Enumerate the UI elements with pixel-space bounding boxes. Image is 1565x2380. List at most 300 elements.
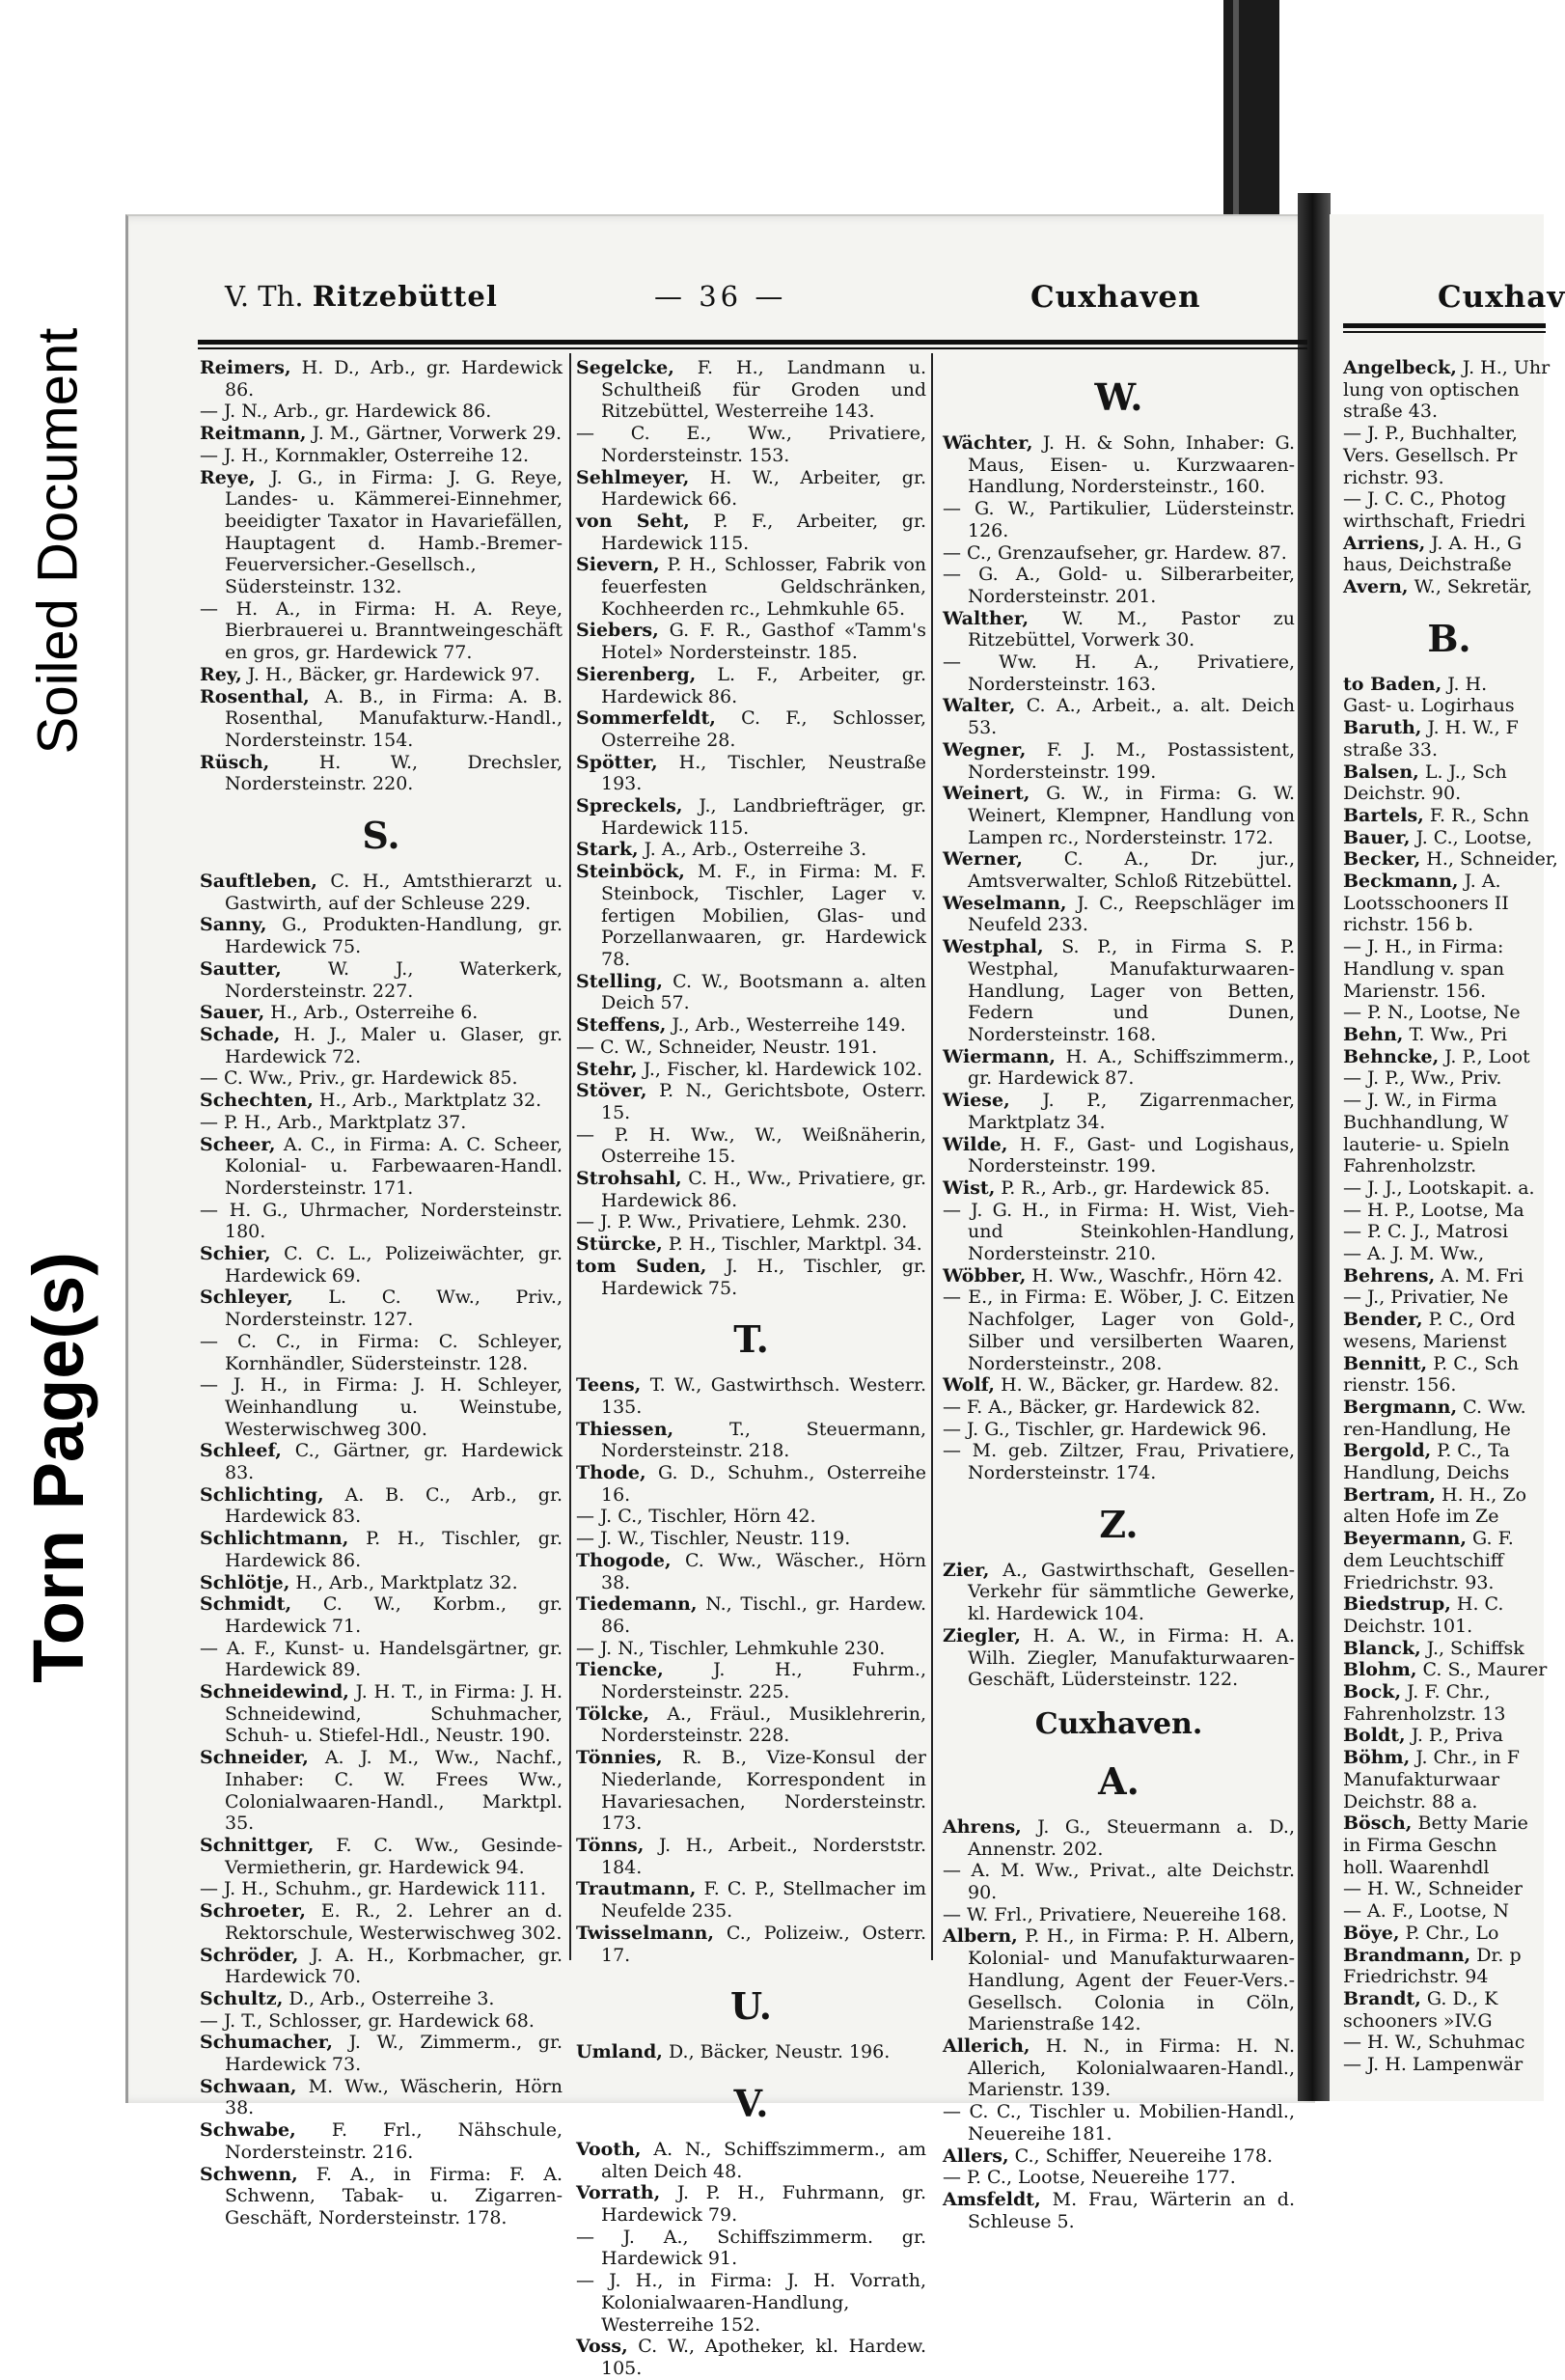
- entry-surname: Schlichtmann,: [200, 1528, 349, 1550]
- directory-entry: [576, 1659, 926, 1702]
- entry-details: A. M. Fri: [1441, 1264, 1524, 1287]
- directory-entry: [1343, 1090, 1555, 1112]
- entry-surname: Tönns,: [576, 1835, 645, 1856]
- entry-details: — H. W., Schuhmac: [1343, 2032, 1525, 2054]
- entry-details: F. Frl., Nähschule, Nordersteinstr. 216.: [225, 2119, 563, 2163]
- entry-details: J. M., Gärtner, Vorwerk 29.: [312, 423, 563, 445]
- directory-entry: [943, 936, 1295, 1046]
- directory-entry: [576, 861, 926, 971]
- directory-entry: [200, 1878, 563, 1900]
- entry-details: C., Gärtner, gr. Hardewick 83.: [225, 1440, 563, 1484]
- directory-entry: [1343, 1287, 1555, 1309]
- entry-surname: Schumacher,: [200, 2032, 334, 2054]
- entry-details: L. F., Arbeiter, gr. Hardewick 86.: [601, 663, 926, 707]
- directory-entry: [200, 1112, 563, 1134]
- directory-entry: [943, 1925, 1295, 2035]
- section-letter-heading: W.: [1094, 375, 1143, 419]
- directory-entry: [1343, 1419, 1555, 1441]
- entry-details: G., Produkten-Handlung, gr. Hardewick 75.: [225, 914, 563, 958]
- entry-details: Deichstr. 101.: [1343, 1615, 1473, 1637]
- running-head-city: Cuxhaven: [1030, 280, 1201, 315]
- directory-entry: [1343, 576, 1555, 598]
- entry-surname: Bender,: [1343, 1309, 1423, 1331]
- entry-surname: Sievern,: [576, 554, 660, 576]
- directory-entry: [943, 1265, 1295, 1287]
- directory-entry: [200, 1572, 563, 1594]
- entry-surname: Schlötje,: [200, 1571, 290, 1593]
- next-page-running-head: Cuxhav: [1438, 280, 1565, 315]
- entry-details: Deichstr. 90.: [1343, 783, 1462, 805]
- entry-surname: Schlichting,: [200, 1483, 324, 1506]
- entry-surname: Behn,: [1343, 1023, 1404, 1045]
- entry-surname: Tiedemann,: [576, 1593, 698, 1616]
- directory-entry: [1343, 445, 1555, 467]
- directory-entry: [576, 1462, 926, 1506]
- directory-entry: [576, 1080, 926, 1123]
- directory-entry: [200, 2076, 563, 2119]
- entry-details: A. B. C., Arb., gr. Hardewick 83.: [225, 1483, 563, 1528]
- entry-details: Betty Marie: [1417, 1813, 1528, 1835]
- entry-details: H., Schneider,: [1426, 848, 1558, 871]
- directory-entry: [576, 971, 926, 1014]
- entry-details: rienstr. 156.: [1343, 1374, 1457, 1397]
- directory-entry: [576, 423, 926, 466]
- entry-surname: Ziegler,: [943, 1624, 1022, 1647]
- entry-details: — F. A., Bäcker, gr. Hardewick 82.: [943, 1396, 1261, 1418]
- entry-details: J. W., Zimmerm., gr. Hardewick 73.: [225, 2032, 563, 2076]
- directory-entry: [1343, 1200, 1555, 1222]
- entry-surname: Vooth,: [576, 2138, 642, 2160]
- directory-entry: [200, 958, 563, 1002]
- directory-entry: [576, 467, 926, 511]
- directory-entry: [200, 1747, 563, 1835]
- entry-details: G. D., K: [1426, 1987, 1498, 2009]
- entry-details: L. J., Sch: [1424, 761, 1507, 783]
- entry-surname: Bennitt,: [1343, 1352, 1428, 1374]
- directory-entry: [576, 1419, 926, 1462]
- directory-entry: [1343, 914, 1555, 936]
- entry-details: — H. P., Lootse, Ma: [1343, 1199, 1524, 1221]
- entry-details: A. C., in Firma: A. C. Scheer, Kolonial- u. Farbewaaren-Handl. Nordersteinstr. 171.: [225, 1133, 563, 1199]
- entry-details: — A. J. M. Ww.,: [1343, 1243, 1485, 1265]
- entry-details: J. H., Arbeit., Norderststr. 184.: [601, 1835, 926, 1878]
- entry-surname: Wilde,: [943, 1133, 1008, 1155]
- entry-surname: von Seht,: [576, 510, 690, 532]
- directory-entry: [200, 1243, 563, 1287]
- directory-entry: [1343, 1112, 1555, 1134]
- entry-surname: Biedstrup,: [1343, 1593, 1451, 1616]
- entry-details: in Firma Geschn: [1343, 1835, 1497, 1856]
- directory-entry: [1343, 805, 1555, 827]
- entry-surname: Balsen,: [1343, 761, 1419, 783]
- directory-entry: [1343, 1550, 1555, 1572]
- directory-entry: [1343, 1747, 1555, 1769]
- directory-entry: [1343, 401, 1555, 423]
- directory-entry: [576, 357, 926, 423]
- directory-entry: [200, 1024, 563, 1067]
- entry-surname: Schleef,: [200, 1440, 282, 1462]
- entry-details: A., Fräul., Musiklehrerin, Nordersteinstr. 228.: [601, 1702, 926, 1747]
- entry-surname: Reye,: [200, 466, 256, 488]
- directory-entry: [200, 357, 563, 401]
- entry-details: M. F., in Firma: M. F. Steinbock, Tischler, Lager v. fertigen Mobilien, Glas- und Porzellanwaaren, gr. Hardewick 78.: [601, 861, 927, 970]
- entry-details: J. G., Steuermann a. D., Annenstr. 202.: [968, 1815, 1295, 1860]
- entry-details: J. F. Chr.,: [1407, 1681, 1491, 1703]
- entry-surname: Trautmann,: [576, 1878, 697, 1900]
- directory-entry: [943, 608, 1295, 651]
- entry-details: P. H., Tischler, gr. Hardewick 86.: [225, 1528, 563, 1571]
- entry-details: G. F.: [1472, 1528, 1514, 1550]
- entry-details: — P. H. Ww., W., Weißnäherin, Osterreihe 15.: [576, 1123, 926, 1168]
- entry-details: J. H., Uhr: [1462, 357, 1551, 378]
- entry-surname: Becker,: [1343, 848, 1421, 871]
- directory-entry: [576, 1059, 926, 1081]
- entry-surname: Schier,: [200, 1243, 271, 1265]
- directory-entry: [576, 1211, 926, 1233]
- torn-pages-stamp: [0, 1226, 116, 1708]
- entry-surname: Reimers,: [200, 357, 291, 378]
- entry-surname: Stark,: [576, 839, 639, 861]
- entry-details: S. P., in Firma S. P. Westphal, Manufakturwaaren-Handlung, Lager von Betten, Federn und Dunen, Nordersteinstr. 168.: [968, 936, 1295, 1045]
- entry-details: D., Bäcker, Neustr. 196.: [668, 2041, 891, 2063]
- directory-entry: [200, 1090, 563, 1112]
- directory-entry: [576, 1528, 926, 1550]
- entry-surname: Wist,: [943, 1176, 996, 1199]
- entry-surname: Rosenthal,: [200, 685, 310, 707]
- directory-entry: [1343, 423, 1555, 445]
- directory-entry: [200, 1900, 563, 1944]
- directory-entry: [200, 1440, 563, 1483]
- directory-entry: [576, 1014, 926, 1037]
- directory-entry: [576, 2227, 926, 2270]
- entry-details: J. P., Loot: [1444, 1045, 1530, 1067]
- entry-details: H. A., Schiffszimmerm., gr. Hardewick 87.: [968, 1045, 1295, 1090]
- directory-entry: [1343, 511, 1555, 533]
- entry-details: — C., Grenzaufseher, gr. Hardew. 87.: [943, 541, 1287, 564]
- directory-entry: [943, 893, 1295, 936]
- directory-entry: [1343, 739, 1555, 761]
- entry-details: Dr. p: [1476, 1944, 1522, 1966]
- directory-entry: [576, 1747, 926, 1835]
- directory-entry: [1343, 1966, 1555, 1988]
- directory-entry: [576, 664, 926, 707]
- entry-details: T., Steuermann, Nordersteinstr. 218.: [601, 1418, 926, 1462]
- entry-details: haus, Deichstraße: [1343, 554, 1512, 576]
- entry-details: J. Chr., in F: [1415, 1747, 1520, 1769]
- entry-surname: Thogode,: [576, 1549, 672, 1571]
- directory-entry: [1343, 1462, 1555, 1484]
- entry-surname: Steinböck,: [576, 861, 685, 883]
- entry-surname: Avern,: [1343, 576, 1409, 598]
- entry-surname: Wiese,: [943, 1090, 1010, 1112]
- entry-details: F. J. M., Postassistent, Nordersteinstr. 199.: [968, 738, 1295, 783]
- entry-details: — C. E., Ww., Privatiere, Nordersteinstr. 153.: [576, 423, 926, 466]
- directory-entry: [943, 498, 1295, 541]
- directory-entry: [200, 686, 563, 752]
- entry-details: — W. Frl., Privatiere, Neuereihe 168.: [943, 1903, 1287, 1925]
- entry-details: — J. H. Lampenwär: [1343, 2054, 1524, 2076]
- entry-surname: Amsfeldt,: [943, 2188, 1041, 2210]
- entry-details: — J. P., Buchhalter,: [1343, 423, 1518, 445]
- entry-details: — J. H., Kornmakler, Osterreihe 12.: [200, 444, 530, 466]
- directory-entry: [1343, 827, 1555, 849]
- entry-surname: Behncke,: [1343, 1045, 1440, 1067]
- section-letter-heading: T.: [733, 1317, 769, 1362]
- entry-details: richstr. 93.: [1343, 466, 1444, 488]
- column-separator: [931, 353, 933, 1960]
- entry-details: P. H., Schlosser, Fabrik von feuerfesten Geldschränken, Kochheerden rc., Lehmkuhle 65.: [601, 554, 926, 620]
- entry-details: C. H., Amtsthierarzt u. Gastwirth, auf der Schleuse 229.: [225, 871, 563, 914]
- entry-details: Buchhandlung, W: [1343, 1111, 1509, 1133]
- entry-surname: Boldt,: [1343, 1725, 1406, 1747]
- entry-surname: Bauer,: [1343, 826, 1411, 848]
- directory-entry: [1343, 1923, 1555, 1945]
- entry-surname: Brandmann,: [1343, 1944, 1471, 1966]
- entry-surname: Bertram,: [1343, 1483, 1436, 1506]
- directory-entry: [576, 1256, 926, 1299]
- directory-entry: [200, 445, 563, 467]
- directory-entry: [1343, 1616, 1555, 1638]
- directory-entry: [943, 651, 1295, 695]
- entry-details: N., Tischl., gr. Hardew. 86.: [601, 1593, 926, 1637]
- directory-entry: [1343, 848, 1558, 871]
- entry-details: M. Ww., Wäscherin, Hörn 38.: [225, 2075, 563, 2119]
- entry-details: — C. C., Tischler u. Mobilien-Handl., Neuereihe 181.: [943, 2101, 1295, 2145]
- entry-surname: Allerich,: [943, 2035, 1030, 2057]
- entry-details: Friedrichstr. 94: [1343, 1966, 1489, 1988]
- entry-details: P. C., Ta: [1437, 1440, 1510, 1462]
- entry-details: Vers. Gesellsch. Pr: [1343, 444, 1518, 466]
- directory-entry: [200, 1528, 563, 1571]
- directory-entry: [1343, 1397, 1555, 1419]
- entry-surname: Twisselmann,: [576, 1922, 714, 1944]
- next-page-header-rule-thin: [1343, 331, 1546, 333]
- entry-surname: Brandt,: [1343, 1987, 1421, 2009]
- entry-surname: Schnittger,: [200, 1835, 315, 1856]
- entry-surname: Blohm,: [1343, 1659, 1417, 1681]
- directory-entry: [1343, 2032, 1555, 2054]
- entry-details: lung von optischen: [1343, 378, 1520, 401]
- section-letter-heading: S.: [362, 814, 400, 858]
- directory-entry: [1343, 981, 1555, 1003]
- directory-entry: [1343, 1988, 1555, 2010]
- entry-details: — C. W., Schneider, Neustr. 191.: [576, 1036, 878, 1058]
- directory-entry: [1343, 1374, 1555, 1397]
- directory-entry: [1343, 783, 1555, 805]
- entry-surname: Wegner,: [943, 738, 1027, 761]
- entry-details: — J. G. H., in Firma: H. Wist, Vieh- und Steinkohlen-Handlung, Nordersteinstr. 210.: [943, 1199, 1295, 1265]
- directory-entry: [200, 914, 563, 957]
- entry-details: P. C., Sch: [1433, 1352, 1520, 1374]
- entry-surname: Bösch,: [1343, 1813, 1413, 1835]
- entry-details: J. H.: [1447, 673, 1488, 695]
- entry-details: R. B., Vize-Konsul der Niederlande, Korrespondent in Havariesachen, Nordersteinstr. 173.: [601, 1747, 926, 1835]
- directory-column-2: [576, 357, 926, 2380]
- entry-details: P. N., Gerichtsbote, Osterr. 15.: [601, 1080, 926, 1123]
- entry-details: — J. P., Ww., Priv.: [1343, 1067, 1502, 1090]
- entry-surname: Thode,: [576, 1462, 646, 1484]
- directory-entry: [200, 2164, 563, 2229]
- directory-entry: [200, 871, 563, 914]
- entry-surname: Thiessen,: [576, 1418, 674, 1440]
- entry-details: C. A., Arbeit., a. alt. Deich 53.: [968, 695, 1296, 739]
- directory-entry: [1343, 1243, 1555, 1265]
- directory-entry: [200, 1988, 563, 2010]
- entry-surname: Bergmann,: [1343, 1396, 1458, 1418]
- entry-details: F. R., Schn: [1429, 804, 1529, 826]
- entry-details: C. Ww.: [1463, 1396, 1526, 1418]
- directory-entry: [200, 1484, 563, 1528]
- entry-details: C. A., Dr. jur., Amtsverwalter, Schloß Ritzebüttel.: [968, 848, 1295, 893]
- directory-entry: [1343, 1309, 1555, 1331]
- entry-details: C. W., Apotheker, kl. Hardew. 105.: [601, 2336, 927, 2379]
- directory-entry: [576, 620, 926, 663]
- entry-details: — A. F., Lootse, N: [1343, 1900, 1510, 1923]
- entry-details: J. H. W., F: [1427, 717, 1519, 739]
- entry-surname: Schroeter,: [200, 1900, 306, 1923]
- entry-surname: Stelling,: [576, 970, 663, 992]
- entry-details: W. J., Waterkerk, Nordersteinstr. 227.: [225, 957, 563, 1002]
- city-heading: Cuxhaven.: [1034, 1706, 1203, 1741]
- entry-surname: Wöbber,: [943, 1264, 1027, 1287]
- directory-entry: [1343, 1265, 1555, 1287]
- directory-entry: [1343, 1900, 1555, 1923]
- section-letter-heading: A.: [1098, 1758, 1139, 1803]
- entry-details: J. C., Reepschläger im Neufeld 233.: [968, 892, 1296, 936]
- entry-details: Handlung, Deichs: [1343, 1462, 1510, 1484]
- entry-details: P. R., Arb., gr. Hardewick 85.: [1001, 1176, 1271, 1199]
- entry-details: T. W., Gastwirthsch. Westerr. 135.: [601, 1374, 927, 1418]
- entry-details: — J. N., Tischler, Lehmkuhle 230.: [576, 1637, 886, 1659]
- directory-entry: [1343, 554, 1555, 576]
- entry-surname: to Baden,: [1343, 673, 1442, 695]
- entry-surname: Strohsahl,: [576, 1168, 682, 1190]
- directory-entry: [943, 1860, 1295, 1903]
- directory-entry: [1343, 1440, 1555, 1462]
- entry-surname: Angelbeck,: [1343, 357, 1457, 378]
- entry-surname: Sierenberg,: [576, 663, 697, 685]
- directory-entry: [200, 1134, 563, 1200]
- entry-details: — J. C., Tischler, Hörn 42.: [576, 1506, 816, 1528]
- directory-entry: [1343, 357, 1555, 379]
- directory-entry: [1343, 958, 1555, 981]
- entry-details: Fahrenholzstr.: [1343, 1155, 1477, 1177]
- directory-entry: [1343, 1046, 1555, 1068]
- entry-surname: Wächter,: [943, 432, 1033, 454]
- entry-details: C., Schiffer, Neuereihe 178.: [1014, 2145, 1273, 2167]
- entry-details: ren-Handlung, He: [1343, 1418, 1511, 1440]
- directory-entry: [943, 739, 1295, 783]
- entry-details: — J. G., Tischler, gr. Hardewick 96.: [943, 1418, 1268, 1440]
- entry-details: D., Arb., Osterreihe 3.: [288, 1987, 495, 2009]
- entry-details: J. H. & Sohn, Inhaber: G. Maus, Eisen- u. Kurzwaaren-Handlung, Nordersteinstr., 160.: [968, 432, 1296, 498]
- entry-surname: Baruth,: [1343, 717, 1422, 739]
- directory-entry: [576, 1124, 926, 1168]
- entry-details: J. A. H., Korbmacher, gr. Hardewick 70.: [225, 1944, 563, 1988]
- entry-surname: Steffens,: [576, 1014, 667, 1037]
- entry-details: H. D., Arb., gr. Hardewick 86.: [225, 357, 563, 401]
- section-letter-heading: U.: [730, 1984, 772, 2029]
- entry-details: — P. C., Lootse, Neuereihe 177.: [943, 2167, 1236, 2189]
- entry-details: J. G., in Firma: J. G. Reye, Landes- u. Kämmerei-Einnehmer, beeidigter Taxator in Havariefällen, Hauptagent d. Hamb.-Bremer-Feuerversicher.-Gesellsch., Südersteinstr. 132.: [225, 466, 563, 598]
- entry-details: H. W., Arbeiter, gr. Hardewick 66.: [601, 466, 926, 511]
- directory-entry: [576, 1506, 926, 1528]
- entry-details: E. R., 2. Lehrer an d. Rektorschule, Westerwischweg 302.: [225, 1900, 563, 1944]
- entry-details: — J. P. Ww., Privatiere, Lehmk. 230.: [576, 1211, 908, 1233]
- entry-details: P. H., in Firma: P. H. Albern, Kolonial- und Manufakturwaaren-Handlung, Agent der Feuer-Vers.-Gesellsch. Colonia in Cöln, Marienstraße 142.: [968, 1925, 1295, 2035]
- running-head: [0, 280, 1565, 328]
- directory-entry: [200, 423, 563, 445]
- entry-surname: Schmidt,: [200, 1593, 292, 1616]
- directory-entry: [200, 1638, 563, 1681]
- directory-entry: [200, 1835, 563, 1878]
- entry-details: C., Polizeiw., Osterr. 17.: [601, 1922, 926, 1966]
- directory-entry: [1343, 1177, 1555, 1200]
- directory-entry: [943, 1090, 1295, 1133]
- directory-entry: [1343, 1813, 1555, 1835]
- soiled-document-stamp: [0, 241, 116, 840]
- entry-details: — J. J., Lootskapit. a.: [1343, 1176, 1535, 1199]
- entry-details: H., Arb., Osterreihe 6.: [270, 1002, 479, 1024]
- entry-surname: Schröder,: [200, 1944, 299, 1966]
- entry-details: C. F., Schlosser, Osterreihe 28.: [601, 707, 926, 751]
- directory-entry: [576, 1037, 926, 1059]
- directory-entry: [1343, 1857, 1555, 1879]
- directory-entry: [1343, 1528, 1555, 1550]
- directory-entry: [576, 1835, 926, 1878]
- directory-entry: [943, 1046, 1295, 1090]
- directory-entry: [200, 1287, 563, 1330]
- directory-entry: [576, 2182, 926, 2226]
- directory-entry: [943, 2189, 1295, 2232]
- directory-entry: [576, 2336, 926, 2379]
- entry-surname: Sautter,: [200, 957, 282, 980]
- entry-surname: Schultz,: [200, 1987, 284, 2009]
- directory-entry: [943, 1397, 1295, 1419]
- entry-details: P. F., Arbeiter, gr. Hardewick 115.: [601, 510, 926, 554]
- directory-entry: [1343, 1725, 1555, 1747]
- entry-surname: Tölcke,: [576, 1702, 650, 1725]
- directory-entry: [576, 1878, 926, 1922]
- directory-entry: [943, 2167, 1295, 2189]
- entry-details: C. S., Maurer: [1422, 1659, 1548, 1681]
- directory-entry: [576, 1593, 926, 1637]
- entry-details: Gast- u. Logirhaus: [1343, 695, 1515, 717]
- entry-details: H. C.: [1456, 1593, 1504, 1616]
- entry-details: — J. A., Schiffszimmerm. gr. Hardewick 91.: [576, 2226, 926, 2270]
- directory-entry: [576, 2270, 926, 2336]
- directory-entry: [576, 1374, 926, 1418]
- directory-entry: [943, 1177, 1295, 1200]
- directory-entry: [1343, 1484, 1555, 1507]
- directory-entry: [943, 1560, 1295, 1625]
- directory-entry: [1343, 488, 1555, 511]
- entry-details: C. C. L., Polizeiwächter, gr. Hardewick 69.: [225, 1243, 563, 1287]
- entry-details: — J. N., Arb., gr. Hardewick 86.: [200, 401, 492, 423]
- entry-surname: Beckmann,: [1343, 871, 1459, 893]
- entry-surname: Sommerfeldt,: [576, 707, 716, 730]
- directory-entry: [1343, 1681, 1555, 1703]
- directory-entry: [200, 1945, 563, 1988]
- entry-surname: Schade,: [200, 1023, 281, 1045]
- entry-details: — Ww. H. A., Privatiere, Nordersteinstr. 163.: [943, 651, 1295, 695]
- entry-surname: Rüsch,: [200, 751, 270, 773]
- entry-details: — J. T., Schlosser, gr. Hardewick 68.: [200, 2009, 535, 2032]
- directory-entry: [200, 1002, 563, 1024]
- entry-details: — A. F., Kunst- u. Handelsgärtner, gr. Hardewick 89.: [200, 1637, 563, 1681]
- entry-details: straße 43.: [1343, 401, 1438, 423]
- entry-details: — H. G., Uhrmacher, Nordersteinstr. 180.: [200, 1199, 563, 1243]
